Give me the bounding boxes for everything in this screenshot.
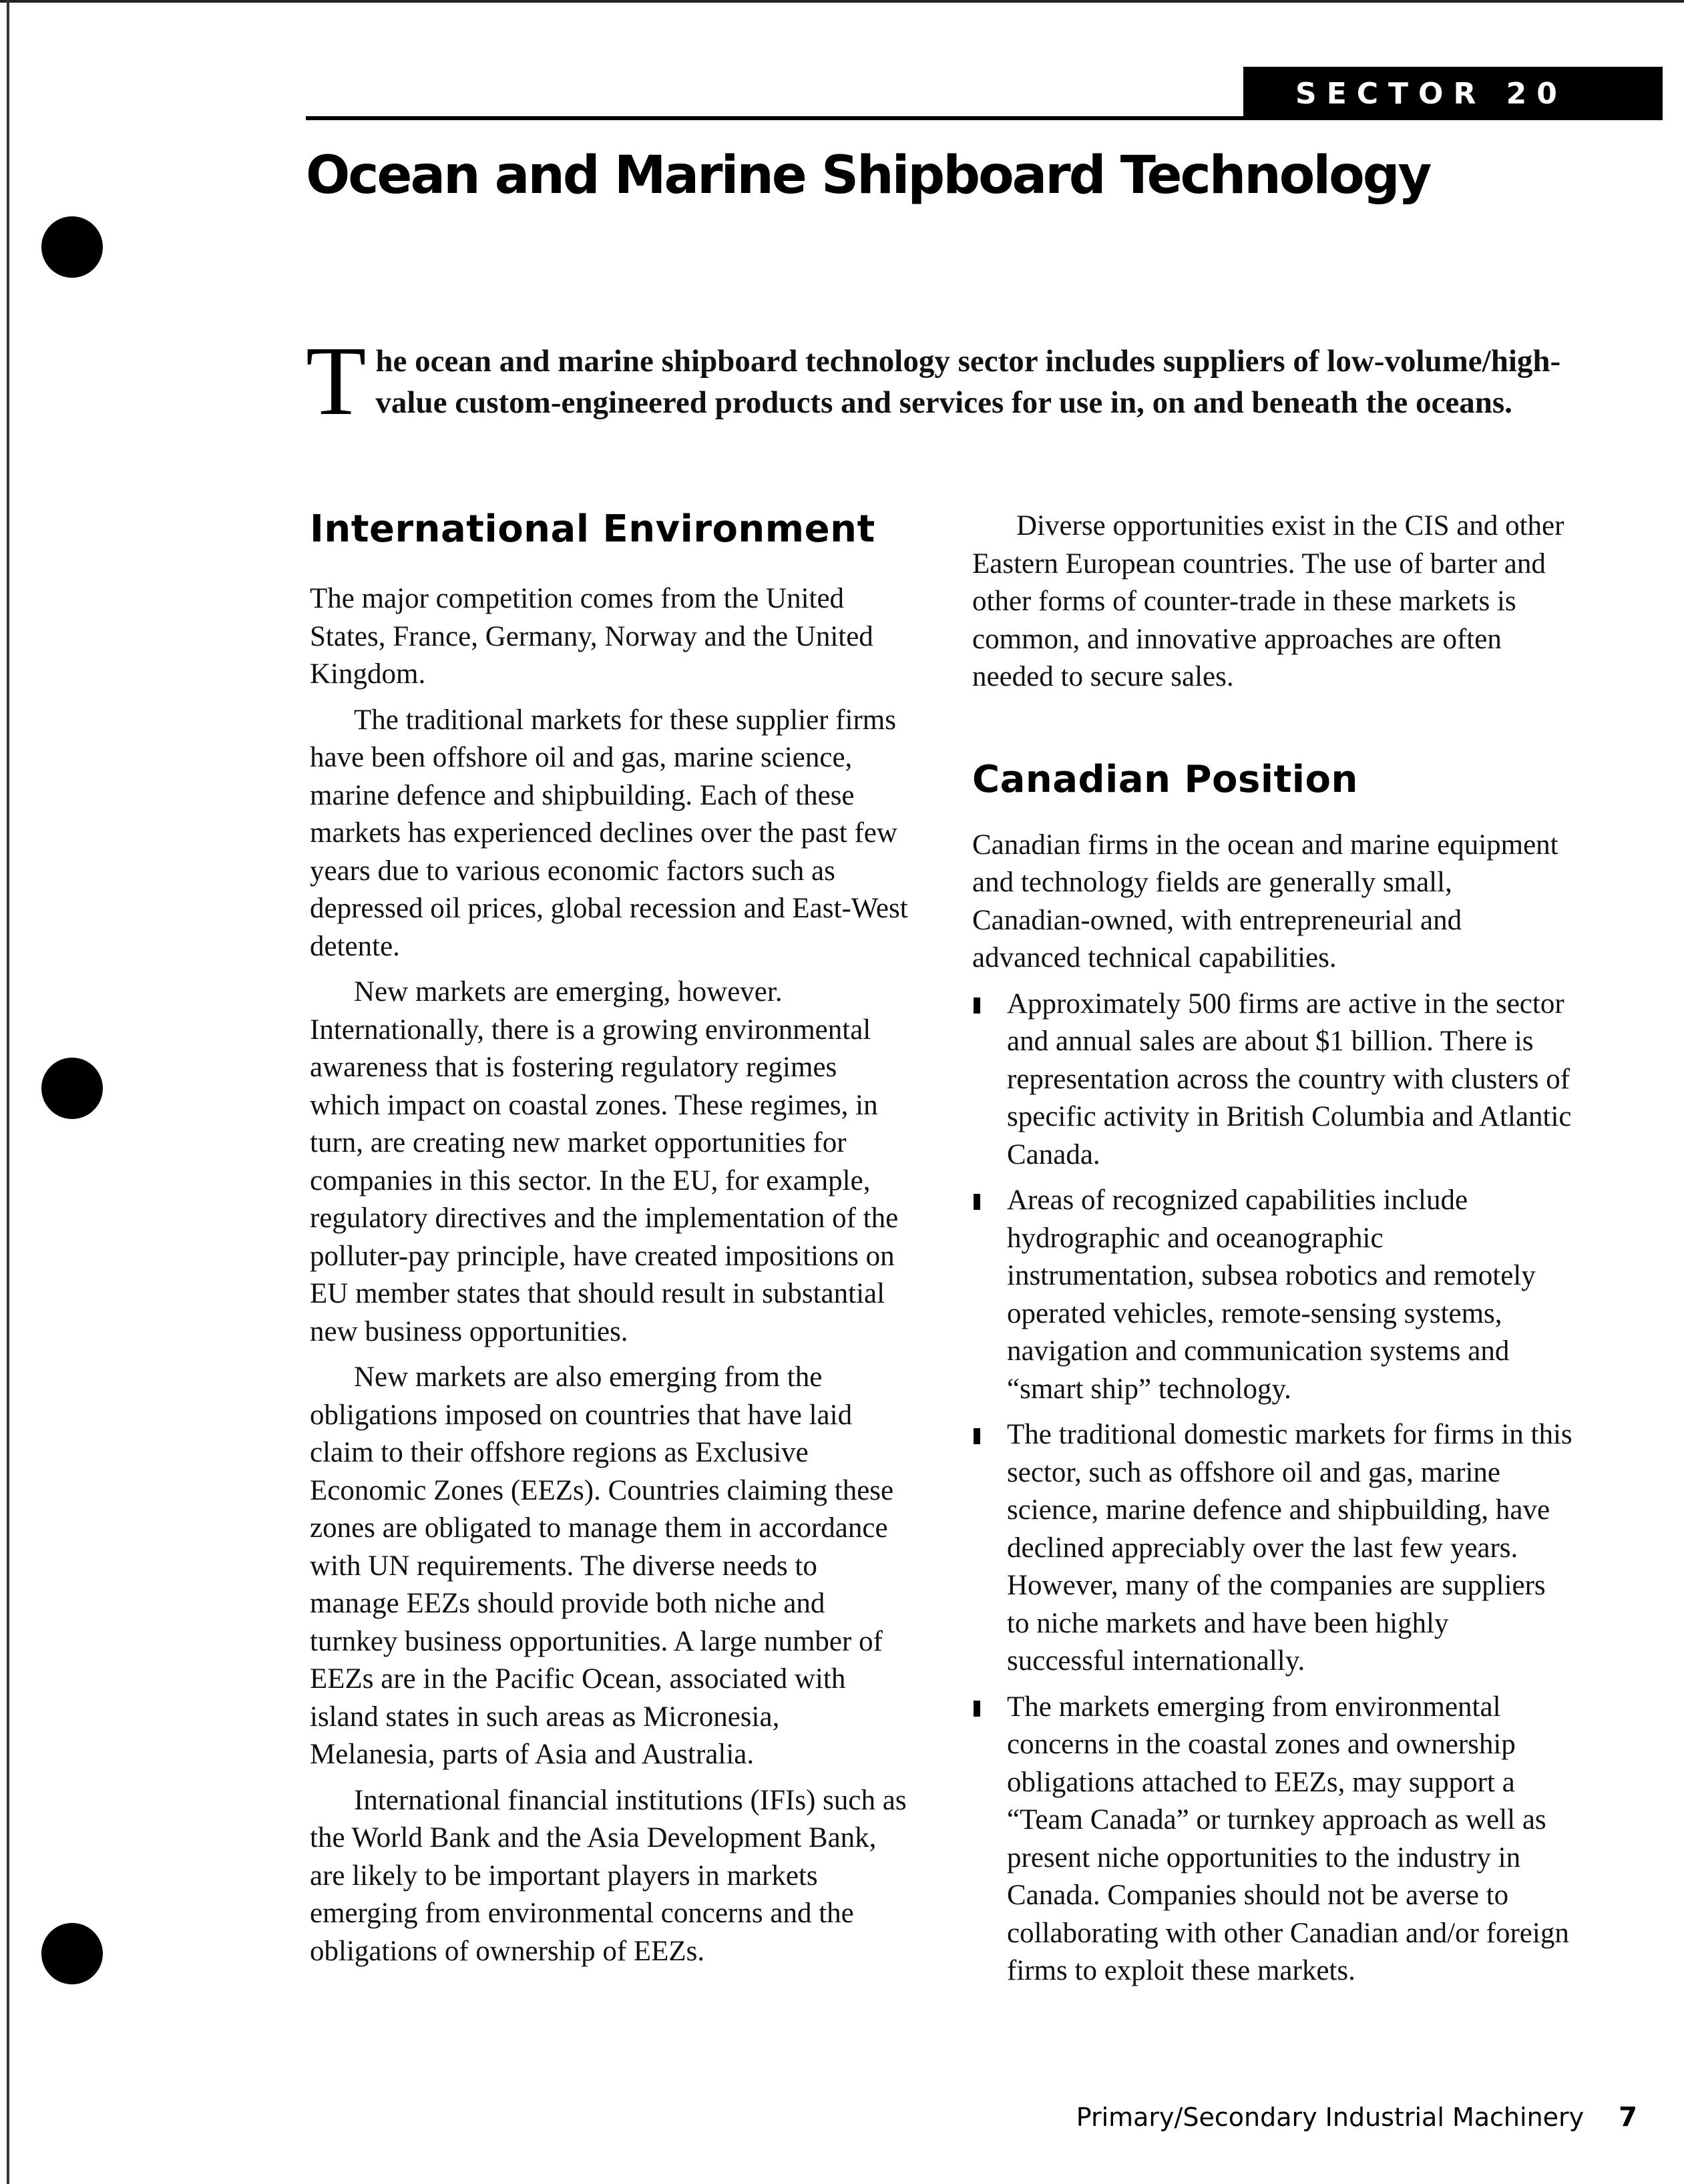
bullet-icon: [974, 1194, 980, 1210]
heading-canadian-position: Canadian Position: [972, 757, 1358, 801]
canadian-bullet-list: [972, 986, 1573, 1990]
sector-tab: [1243, 67, 1663, 120]
intl-paragraph-5: International financial institutions (IFIs) such as the World Bank and the Asia Development Bank, are likely to be important players in markets emerging from environmental concerns and the obligations of ownership of EEZs.: [310, 1784, 907, 1967]
bullet-text: The markets emerging from environmental concerns in the coastal zones and ownership obligations attached to EEZs, may support a “Team Canada” or turnkey approach as well as present niche opportunities to the industry in Canada. Companies should not be averse to collaborating with other Canadian and/or foreign firms to exploit these markets.: [1007, 1691, 1569, 1986]
intl-paragraph-1: The major competition comes from the United States, France, Germany, Norway and the United Kingdom.: [310, 583, 873, 690]
sector-label: SECTOR 20: [1295, 76, 1567, 111]
bullet-text: Areas of recognized capabilities include hydrographic and oceanographic instrumentation, subsea robotics and remotely operated vehicles, remote-sensing systems, navigation and communication systems and “smart ship” technology.: [1007, 1184, 1536, 1405]
intro-text: he ocean and marine shipboard technology sector includes suppliers of low-volume/high-value custom-engineered products and services for use in, on and beneath the oceans.: [375, 344, 1561, 420]
intl-paragraph-2: The traditional markets for these supplier firms have been offshore oil and gas, marine science, marine defence and shipbuilding. Each of these markets has experienced declines over the past few years due to various economic factors such as depressed oil prices, global recession and East-West detente.: [310, 704, 908, 962]
bullet-text: Approximately 500 firms are active in the sector and annual sales are about $1 billion. There is representation across the country with clusters of specific activity in British Columbia and Atlantic Canada.: [1007, 988, 1572, 1170]
intro-dropcap: T: [306, 326, 367, 436]
binder-hole-middle: [41, 1058, 103, 1119]
bullet-text: The traditional domestic markets for firms in this sector, such as offshore oil and gas, marine science, marine defence and shipbuilding, have declined appreciably over the last few years. However, many of the companies are suppliers to niche markets and have been highly successful internationally.: [1007, 1419, 1572, 1677]
right-column: [972, 507, 1573, 1998]
page-left-border: [7, 0, 9, 2184]
intl-paragraph-3: New markets are emerging, however. Internationally, there is a growing environmental awareness that is fostering regulatory regimes which impact on coastal zones. These regimes, in turn, are creating new market opportunities for companies in this sector. In the EU, for example, regulatory directives and the implementation of the polluter-pay principle, have created impositions on EU member states that should result in substantial new business opportunities.: [310, 976, 899, 1347]
list-item: [972, 1416, 1573, 1681]
intl-paragraph-6: Diverse opportunities exist in the CIS and other Eastern European countries. The use of barter and other forms of counter-trade in these markets is common, and innovative approaches are often needed to secure sales.: [972, 510, 1564, 692]
list-item: [972, 1689, 1573, 1990]
bullet-icon: [974, 1428, 980, 1444]
page-number: 7: [1619, 2102, 1637, 2133]
page-title: Ocean and Marine Shipboard Technology: [306, 146, 1430, 206]
intl-paragraph-4: New markets are also emerging from the obligations imposed on countries that have laid claim to their offshore regions as Exclusive Economic Zones (EEZs). Countries claiming these zones are obligated to manage them in accordance with UN requirements. The diverse needs to manage EEZs should provide both niche and turnkey business opportunities. A large number of EEZs are in the Pacific Ocean, associated with island states in such areas as Micronesia, Melanesia, parts of Asia and Australia.: [310, 1361, 894, 1770]
page-top-border: [0, 0, 1684, 3]
intro-paragraph: [306, 326, 1581, 436]
binder-hole-top: [41, 216, 103, 278]
page-footer: [1076, 2102, 1637, 2133]
left-column: [310, 507, 911, 1978]
bullet-icon: [974, 998, 980, 1014]
list-item: [972, 986, 1573, 1174]
heading-international-environment: International Environment: [310, 507, 875, 551]
footer-section-name: Primary/Secondary Industrial Machinery: [1076, 2103, 1585, 2132]
bullet-icon: [974, 1701, 980, 1717]
canadian-intro: Canadian firms in the ocean and marine equipment and technology fields are generally small, Canadian-owned, with entrepreneurial and advanced technical capabilities.: [972, 829, 1558, 973]
binder-hole-bottom: [41, 1923, 103, 1984]
list-item: [972, 1182, 1573, 1408]
